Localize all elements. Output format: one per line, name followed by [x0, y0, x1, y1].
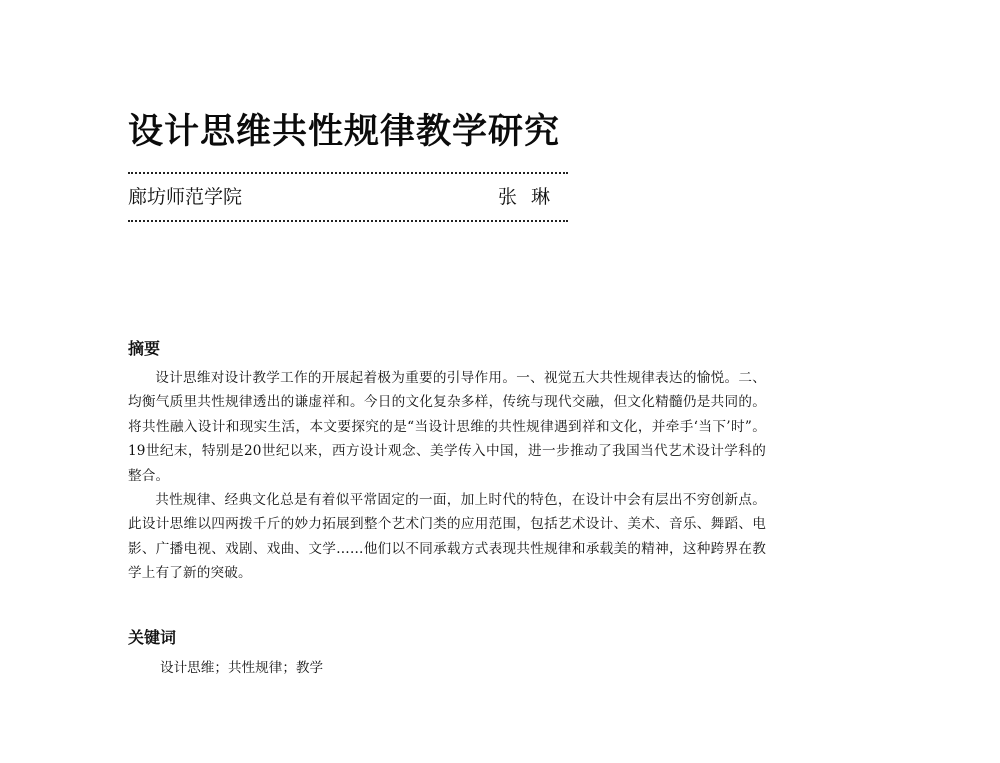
title-divider-bottom [128, 220, 568, 222]
abstract-body [128, 366, 766, 586]
keywords-heading: 关键词 [128, 628, 177, 647]
keywords-text: 设计思维；共性规律；教学 [160, 660, 324, 676]
abstract-paragraph-1: 设计思维对设计教学工作的开展起着极为重要的引导作用。一、视觉五大共性规律表达的愉悦。二、均衡气质里共性规律透出的谦虚祥和。今日的文化复杂多样，传统与现代交融，但文化精髓仍是共同的。将共性融入设计和现实生活，本文要探究的是“当设计思维的共性规律遇到祥和文化，并牵手‘当下’时”。19世纪末，特别是20世纪以来，西方设计观念、美学传入中国，进一步推动了我国当代艺术设计学科的整合。 [128, 370, 766, 484]
author-affiliation: 廊坊师范学院 [128, 186, 243, 208]
byline [128, 180, 568, 214]
abstract-paragraph-2: 共性规律、经典文化总是有着似平常固定的一面，加上时代的特色，在设计中会有层出不穷创新点。此设计思维以四两拨千斤的妙力拓展到整个艺术门类的应用范围，包括艺术设计、美术、音乐、舞蹈、电影、广播电视、戏剧、戏曲、文学……他们以不同承载方式表现共性规律和承载美的精神，这种跨界在教学上有了新的突破。 [128, 492, 766, 582]
abstract-heading: 摘要 [128, 339, 161, 358]
paper-title: 设计思维共性规律教学研究 [128, 112, 561, 152]
author-name: 张琳 [497, 186, 564, 208]
title-divider-top [128, 172, 568, 174]
